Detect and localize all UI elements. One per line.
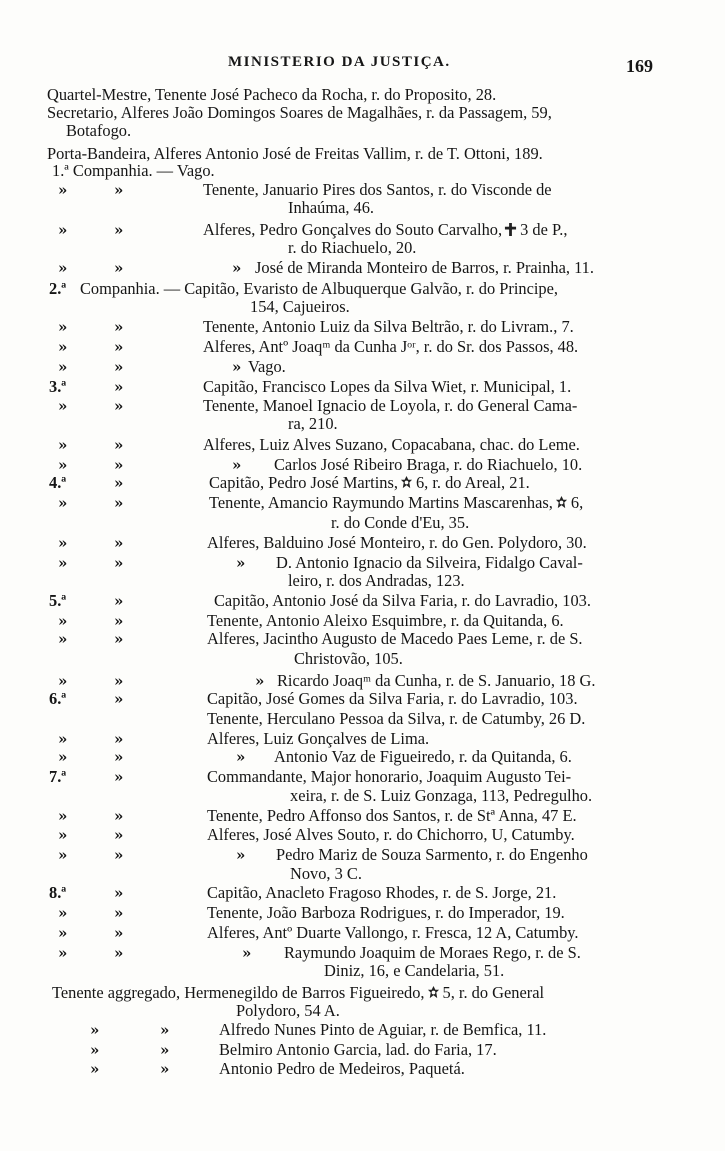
text-line: Capitão, Francisco Lopes da Silva Wiet, r. Municipal, 1. <box>203 377 572 396</box>
ditto-mark: » <box>114 378 124 396</box>
ditto-mark: » <box>160 1041 170 1059</box>
ditto-mark: » <box>236 554 246 572</box>
text-line: 1.ª Companhia. — Vago. <box>52 161 215 180</box>
text-line: Diniz, 16, e Candelaria, 51. <box>324 961 505 980</box>
ditto-mark: » <box>58 318 68 336</box>
text-line: Alferes, Jacintho Augusto de Macedo Paes Leme, r. de S. <box>207 629 583 648</box>
text-line: Belmiro Antonio Garcia, lad. do Faria, 17. <box>219 1040 497 1059</box>
cross-of-order-icon <box>504 222 517 237</box>
order-badge-icon <box>555 495 568 510</box>
order-badge-icon <box>400 475 413 490</box>
running-head: MINISTERIO DA JUSTIÇA. <box>228 54 451 70</box>
ditto-mark: » <box>114 884 124 902</box>
text-line: Companhia. — Capitão, Evaristo de Albuquerque Galvão, r. do Principe, <box>80 279 558 298</box>
text-line: Alferes, Balduino José Monteiro, r. do Gen. Polydoro, 30. <box>207 533 587 552</box>
text-line: Alfredo Nunes Pinto de Aguiar, r. de Bemfica, 11. <box>219 1020 547 1039</box>
ditto-mark: » <box>114 436 124 454</box>
ditto-mark: » <box>114 554 124 572</box>
text-line: Tenente aggregado, Hermenegildo de Barros Figueiredo, 5, r. do General <box>52 983 545 1002</box>
ditto-mark: » <box>114 748 124 766</box>
text-line: Tenente, Amancio Raymundo Martins Mascarenhas, 6, <box>209 493 584 512</box>
ditto-mark: » <box>90 1021 100 1039</box>
ditto-mark: » <box>58 436 68 454</box>
text-line: 154, Cajueiros. <box>250 297 350 316</box>
text-line: Tenente, Januario Pires dos Santos, r. do Visconde de <box>203 180 552 199</box>
ditto-mark: » <box>58 456 68 474</box>
ditto-mark: » <box>242 944 252 962</box>
text-line: Porta-Bandeira, Alferes Antonio José de Freitas Vallim, r. de T. Ottoni, 189. <box>47 144 543 163</box>
page-number: 169 <box>626 56 653 76</box>
ditto-mark: » <box>255 672 265 690</box>
ditto-mark: » <box>58 807 68 825</box>
ditto-mark: » <box>114 944 124 962</box>
ditto-mark: » <box>114 768 124 786</box>
text-line: r. do Riachuelo, 20. <box>288 238 417 257</box>
text-line: Capitão, Antonio José da Silva Faria, r. do Lavradio, 103. <box>214 591 591 610</box>
ditto-mark: » <box>114 846 124 864</box>
text-line: Alferes, Antº Joaqᵐ da Cunha Jᵒʳ, r. do Sr. dos Passos, 48. <box>203 337 579 356</box>
text-line: Ricardo Joaqᵐ da Cunha, r. de S. Januario, 18 G. <box>277 671 596 690</box>
ditto-mark: » <box>90 1060 100 1078</box>
ditto-mark: » <box>114 456 124 474</box>
text-line: Antonio Vaz de Figueiredo, r. da Quitanda, 6. <box>274 747 572 766</box>
ditto-mark: » <box>58 494 68 512</box>
ditto-mark: » <box>114 338 124 356</box>
company-number: 5.ª <box>49 591 67 610</box>
text-line: Alferes, Pedro Gonçalves do Souto Carvalho, 3 de P., <box>203 220 568 239</box>
text-line: Alferes, Luiz Gonçalves de Lima. <box>207 729 430 748</box>
text-line: Capitão, José Gomes da Silva Faria, r. do Lavradio, 103. <box>207 689 578 708</box>
text-line: Tenente, Antonio Aleixo Esquimbre, r. da Quitanda, 6. <box>207 611 564 630</box>
text-line: Secretario, Alferes João Domingos Soares de Magalhães, r. da Passagem, 59, <box>47 103 552 122</box>
ditto-mark: » <box>114 826 124 844</box>
ditto-mark: » <box>232 358 242 376</box>
text-line: Capitão, Anacleto Fragoso Rhodes, r. de S. Jorge, 21. <box>207 883 557 902</box>
ditto-mark: » <box>58 554 68 572</box>
ditto-mark: » <box>58 730 68 748</box>
ditto-mark: » <box>114 630 124 648</box>
company-number: 2.ª <box>49 279 67 298</box>
ditto-mark: » <box>114 221 124 239</box>
company-number: 8.ª <box>49 883 67 902</box>
text-line: Tenente, João Barboza Rodrigues, r. do Imperador, 19. <box>207 903 565 922</box>
text-line: Alferes, José Alves Souto, r. do Chichorro, U, Catumby. <box>207 825 575 844</box>
text-line: Christovão, 105. <box>294 649 403 668</box>
company-number: 4.ª <box>49 473 67 492</box>
ditto-mark: » <box>58 397 68 415</box>
ditto-mark: » <box>114 592 124 610</box>
order-badge-icon <box>427 985 440 1000</box>
text-line: Quartel-Mestre, Tenente José Pacheco da Rocha, r. do Proposito, 28. <box>47 85 497 104</box>
ditto-mark: » <box>114 474 124 492</box>
ditto-mark: » <box>58 221 68 239</box>
ditto-mark: » <box>58 672 68 690</box>
text-line: Commandante, Major honorario, Joaquim Augusto Tei- <box>207 767 572 786</box>
ditto-mark: » <box>114 318 124 336</box>
text-line: Alferes, Luiz Alves Suzano, Copacabana, chac. do Leme. <box>203 435 580 454</box>
text-line: Polydoro, 54 A. <box>236 1001 340 1020</box>
ditto-mark: » <box>114 730 124 748</box>
ditto-mark: » <box>114 612 124 630</box>
text-line: Carlos José Ribeiro Braga, r. do Riachuelo, 10. <box>274 455 583 474</box>
ditto-mark: » <box>114 807 124 825</box>
ditto-mark: » <box>232 259 242 277</box>
company-number: 7.ª <box>49 767 67 786</box>
text-line: José de Miranda Monteiro de Barros, r. Prainha, 11. <box>255 258 594 277</box>
ditto-mark: » <box>114 259 124 277</box>
ditto-mark: » <box>114 690 124 708</box>
text-line: Tenente, Antonio Luiz da Silva Beltrão, r. do Livram., 7. <box>203 317 574 336</box>
text-line: Tenente, Manoel Ignacio de Loyola, r. do General Cama- <box>203 396 578 415</box>
ditto-mark: » <box>58 748 68 766</box>
ditto-mark: » <box>58 630 68 648</box>
ditto-mark: » <box>114 534 124 552</box>
ditto-mark: » <box>236 846 246 864</box>
ditto-mark: » <box>236 748 246 766</box>
ditto-mark: » <box>160 1060 170 1078</box>
ditto-mark: » <box>114 181 124 199</box>
ditto-mark: » <box>160 1021 170 1039</box>
page-header <box>0 52 725 76</box>
ditto-mark: » <box>58 338 68 356</box>
ditto-mark: » <box>58 612 68 630</box>
ditto-mark: » <box>58 259 68 277</box>
ditto-mark: » <box>58 944 68 962</box>
ditto-mark: » <box>58 826 68 844</box>
text-line: Pedro Mariz de Souza Sarmento, r. do Engenho <box>276 845 588 864</box>
company-number: 6.ª <box>49 689 67 708</box>
ditto-mark: » <box>58 358 68 376</box>
ditto-mark: » <box>58 904 68 922</box>
ditto-mark: » <box>114 397 124 415</box>
ditto-mark: » <box>90 1041 100 1059</box>
text-line: Vago. <box>248 357 286 376</box>
text-line: D. Antonio Ignacio da Silveira, Fidalgo Caval- <box>276 553 583 572</box>
text-line: Alferes, Antº Duarte Vallongo, r. Fresca, 12 A, Catumby. <box>207 923 579 942</box>
ditto-mark: » <box>114 672 124 690</box>
text-line: Novo, 3 C. <box>290 864 362 883</box>
text-line: ra, 210. <box>288 414 338 433</box>
ditto-mark: » <box>114 904 124 922</box>
text-line: Tenente, Pedro Affonso dos Santos, r. de Stª Anna, 47 E. <box>207 806 577 825</box>
ditto-mark: » <box>58 534 68 552</box>
ditto-mark: » <box>114 924 124 942</box>
text-line: Inhaúma, 46. <box>288 198 375 217</box>
ditto-mark: » <box>58 846 68 864</box>
text-line: Tenente, Herculano Pessoa da Silva, r. de Catumby, 26 D. <box>207 709 586 728</box>
ditto-mark: » <box>114 494 124 512</box>
ditto-mark: » <box>58 181 68 199</box>
ditto-mark: » <box>114 358 124 376</box>
company-number: 3.ª <box>49 377 67 396</box>
text-line: Antonio Pedro de Medeiros, Paquetá. <box>219 1059 465 1078</box>
ditto-mark: » <box>58 924 68 942</box>
text-line: Capitão, Pedro José Martins, 6, r. do Areal, 21. <box>209 473 530 492</box>
text-line: r. do Conde d'Eu, 35. <box>331 513 470 532</box>
ditto-mark: » <box>232 456 242 474</box>
text-line: Raymundo Joaquim de Moraes Rego, r. de S. <box>284 943 581 962</box>
text-line: xeira, r. de S. Luiz Gonzaga, 113, Pedregulho. <box>290 786 593 805</box>
text-line: Botafogo. <box>66 121 132 140</box>
text-line: leiro, r. dos Andradas, 123. <box>288 571 465 590</box>
